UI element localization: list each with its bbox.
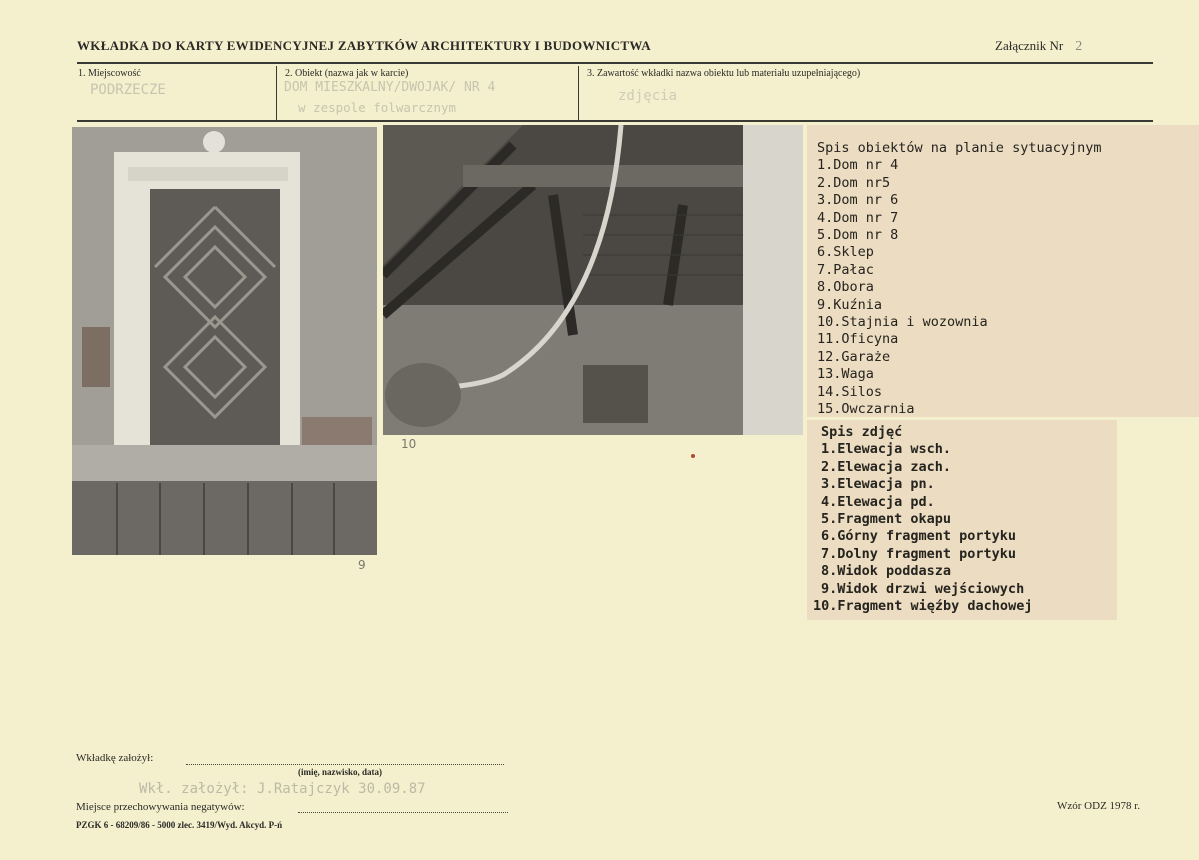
photos-list-item: 2.Elewacja zach. xyxy=(821,458,952,475)
contents-label: 3. Zawartość wkładki nazwa obiektu lub materiału uzupełniającego) xyxy=(587,68,861,79)
objects-list-item: 14.Silos xyxy=(817,383,883,400)
photo-attic-number: 10 xyxy=(401,437,417,451)
objects-list-item: 2.Dom nr5 xyxy=(817,174,891,191)
annex-number: 2 xyxy=(1075,39,1083,54)
founded-value: Wkł. założył: J.Ratajczyk 30.09.87 xyxy=(139,781,426,797)
object-value-line1: DOM MIESZKALNY/DWOJAK/ NR 4 xyxy=(284,80,496,95)
negatives-line xyxy=(298,812,508,813)
photos-list-item: 7.Dolny fragment portyku xyxy=(821,545,1017,562)
document-title: WKŁADKA DO KARTY EWIDENCYJNEJ ZABYTKÓW ARCHITEKTURY I BUDOWNICTWA xyxy=(77,38,651,53)
objects-list-title: Spis obiektów na planie sytuacyjnym xyxy=(817,140,1102,156)
objects-list-item: 6.Sklep xyxy=(817,244,874,261)
photos-list-item: 10.Fragment więźby dachowej xyxy=(813,598,1033,615)
photos-list-title: Spis zdjęć xyxy=(821,424,903,440)
photo-door-number: 9 xyxy=(358,558,366,572)
founded-label: Wkładkę założył: xyxy=(76,752,154,764)
photo-attic xyxy=(383,125,803,435)
locality-value: PODRZECZE xyxy=(90,82,166,98)
annex-label: Załącznik Nr xyxy=(995,38,1064,53)
objects-list-item: 13.Waga xyxy=(817,366,874,383)
printer-info: PZGK 6 - 68209/86 - 5000 zlec. 3419/Wyd. Akcyd. P-ń xyxy=(76,820,283,830)
objects-list-item: 3.Dom nr 6 xyxy=(817,192,899,209)
ink-dot xyxy=(691,454,695,458)
photos-list-item: 4.Elewacja pd. xyxy=(821,493,935,510)
objects-list-item: 10.Stajnia i wozownia xyxy=(817,314,988,331)
objects-list-item: 7.Pałac xyxy=(817,261,874,278)
objects-list-item: 11.Oficyna xyxy=(817,331,899,348)
fields-rule xyxy=(77,120,1153,122)
photos-list-slip xyxy=(807,420,1117,620)
object-value-line2: w zespole folwarcznym xyxy=(298,100,457,115)
objects-list-item: 9.Kuźnia xyxy=(817,296,883,313)
photos-list-item: 1.Elewacja wsch. xyxy=(821,441,952,458)
objects-list-item: 1.Dom nr 4 xyxy=(817,157,899,174)
photos-list-item: 9.Widok drzwi wejściowych xyxy=(821,580,1025,597)
field-divider-2 xyxy=(578,66,579,120)
photos-list-item: 3.Elewacja pn. xyxy=(821,476,935,493)
header-rule xyxy=(77,62,1153,64)
field-divider-1 xyxy=(276,66,277,120)
door-photo-image xyxy=(72,127,377,555)
photos-list-item: 8.Widok poddasza xyxy=(821,563,952,580)
form-model: Wzór ODZ 1978 r. xyxy=(1057,800,1141,812)
annex xyxy=(995,38,1082,55)
objects-list-item: 8.Obora xyxy=(817,279,874,296)
negatives-label: Miejsce przechowywania negatywów: xyxy=(76,801,245,813)
object-label: 2. Obiekt (nazwa jak w karcie) xyxy=(285,68,409,79)
contents-value: zdjęcia xyxy=(618,88,678,104)
founded-hint: (imię, nazwisko, data) xyxy=(298,767,382,777)
objects-list-item: 15.Owczarnia xyxy=(817,401,915,417)
photos-list-item: 6.Górny fragment portyku xyxy=(821,528,1017,545)
locality-label: 1. Miejscowość xyxy=(78,68,141,79)
founded-line xyxy=(186,764,504,765)
objects-list-slip xyxy=(807,125,1199,417)
photo-door xyxy=(72,127,377,555)
objects-list-item: 4.Dom nr 7 xyxy=(817,209,899,226)
photos-list-item: 5.Fragment okapu xyxy=(821,511,952,528)
objects-list-item: 12.Garaże xyxy=(817,348,891,365)
objects-list-item: 5.Dom nr 8 xyxy=(817,227,899,244)
attic-photo-image xyxy=(383,125,803,435)
